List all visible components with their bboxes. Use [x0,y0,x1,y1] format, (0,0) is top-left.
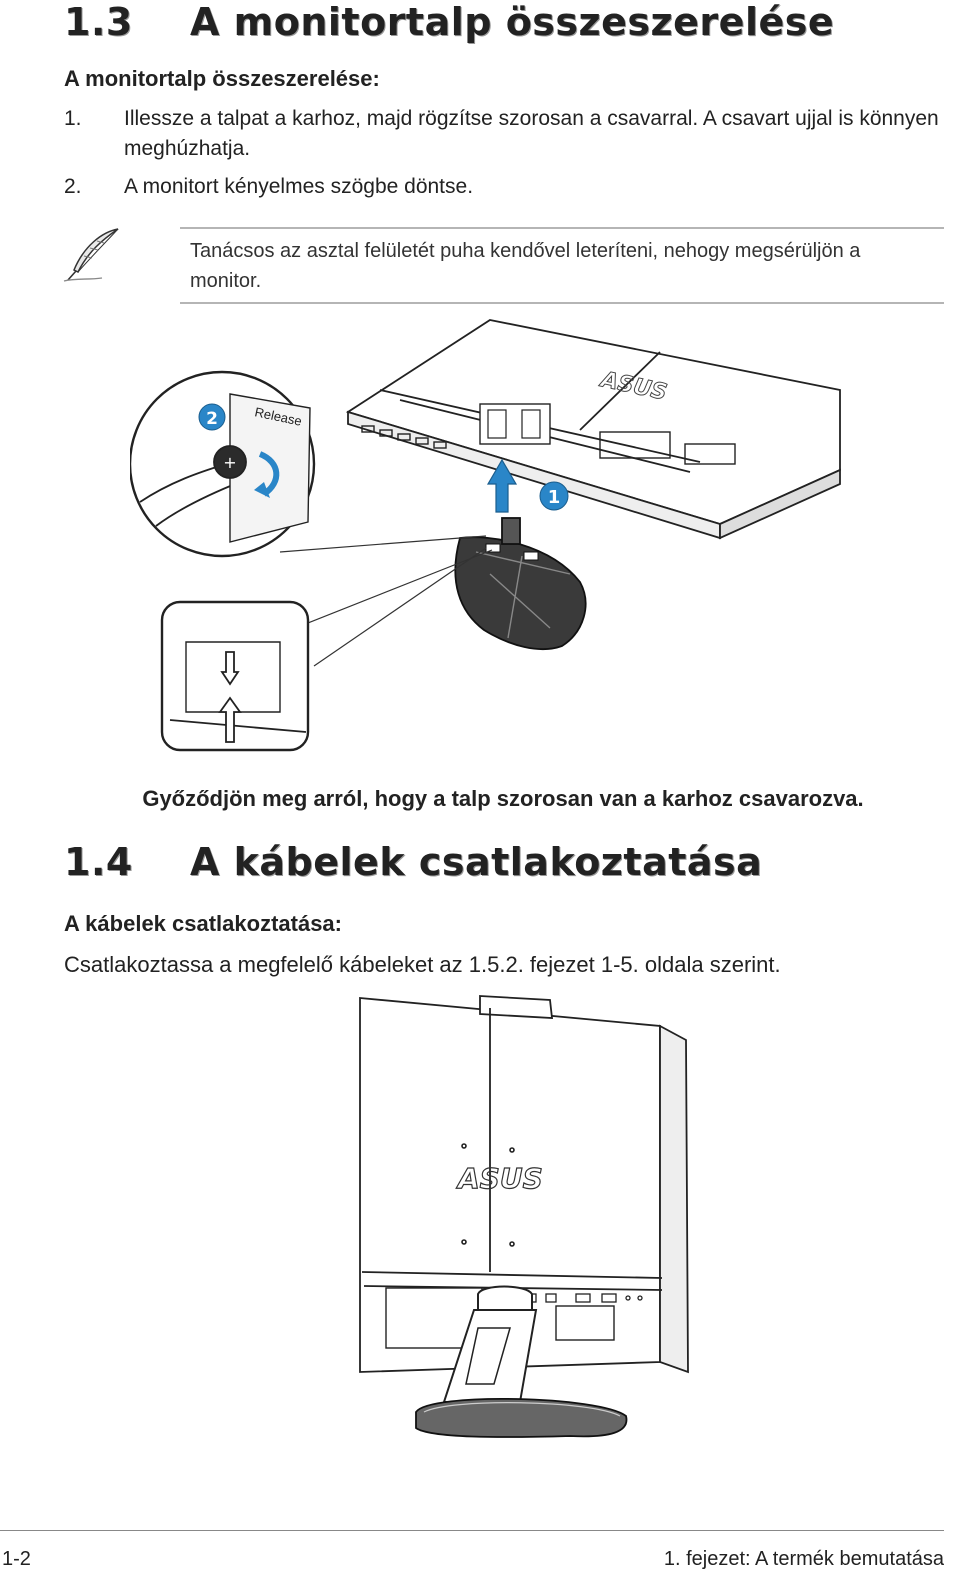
release-label: Release [253,404,304,429]
stand-assembly-illustration [130,312,950,762]
svg-text:ASUS: ASUS [598,367,670,406]
section-14-title: A kábelek csatlakoztatása [190,840,763,884]
svg-text:+: + [223,453,237,472]
chapter-label: 1. fejezet: A termék bemutatása [663,1548,944,1570]
footer-rule [0,1530,944,1531]
step-1 [64,104,950,164]
latch-detail-box [162,602,308,750]
section-13-number: 1.3 [64,0,133,44]
figure-caption: Győződjön meg arról, hogy a talp szorosan van a karhoz csavarozva. [142,786,864,811]
asus-logo-icon: ASUS [458,1162,543,1195]
callout-1-label: 1 [547,487,561,508]
monitor-back-view [348,320,840,538]
note-text: Tanácsos az asztal felületét puha kendővel leteríteni, nehogy megsérüljön a monitor. [190,240,861,292]
section-13-subtitle: A monitortalp összeszerelése: [64,66,380,91]
note-bottom-rule [180,302,944,304]
step-1-text: Illessze a talpat a karhoz, majd rögzítse szorosan a csavarral. A csavart ujjal is könnyen meghúzhatja. [124,107,939,160]
feather-pen-icon [62,226,122,284]
section-13-heading [64,0,834,44]
section-14-text: Csatlakoztassa a megfelelő kábeleket az 1.5.2. fejezet 1-5. oldala szerint. [64,952,781,977]
section-14-subtitle: A kábelek csatlakoztatása: [64,911,342,936]
section-14-heading [64,840,762,884]
step-1-number: 1. [64,107,82,130]
section-14-number: 1.4 [64,840,133,884]
callout-2-label: 2 [206,409,218,429]
monitor-rear-illustration [350,992,700,1442]
assembly-steps [64,104,950,202]
callout-2-badge [199,404,225,430]
section-13-title: A monitortalp összeszerelése [190,0,835,44]
note-top-rule [180,227,944,229]
stand-base [455,518,585,649]
step-2-text: A monitort kényelmes szögbe döntse. [124,175,474,198]
callout-1-badge [540,482,568,510]
step-2-number: 2. [64,175,82,198]
page-number: 1-2 [2,1548,31,1570]
step-2 [64,172,950,202]
screw-detail-circle [130,372,314,556]
